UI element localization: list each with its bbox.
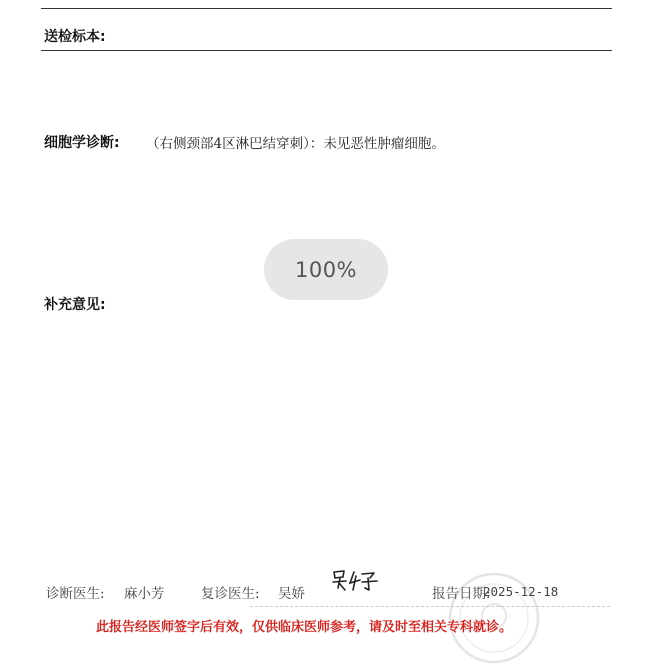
cytology-diagnosis-text: （右侧颈部4区淋巴结穿刺）：未见恶性肿瘤细胞。 (146, 136, 445, 152)
diagnosing-doctor-name: 麻小芳 (124, 586, 165, 602)
reviewing-doctor-label: 复诊医生: (201, 586, 260, 602)
handwritten-signature (330, 566, 382, 594)
specimen-rule (41, 50, 612, 51)
report-date-value: 2025-12-18 (483, 584, 559, 599)
reviewing-doctor-name: 吴娇 (278, 586, 305, 602)
cytology-diagnosis-label: 细胞学诊断: (44, 135, 120, 151)
report-date-label: 报告日期: (432, 586, 491, 602)
diagnosing-doctor-label: 诊断医生: (46, 586, 105, 602)
faint-dashed-line (250, 606, 610, 607)
zoom-level-indicator: 100% (264, 239, 388, 300)
specimen-label: 送检标本: (44, 29, 106, 45)
top-rule (41, 8, 612, 9)
validity-notice: 此报告经医师签字后有效，仅供临床医师参考，请及时至相关专科就诊。 (96, 620, 513, 635)
supplementary-opinion-label: 补充意见: (44, 297, 106, 313)
